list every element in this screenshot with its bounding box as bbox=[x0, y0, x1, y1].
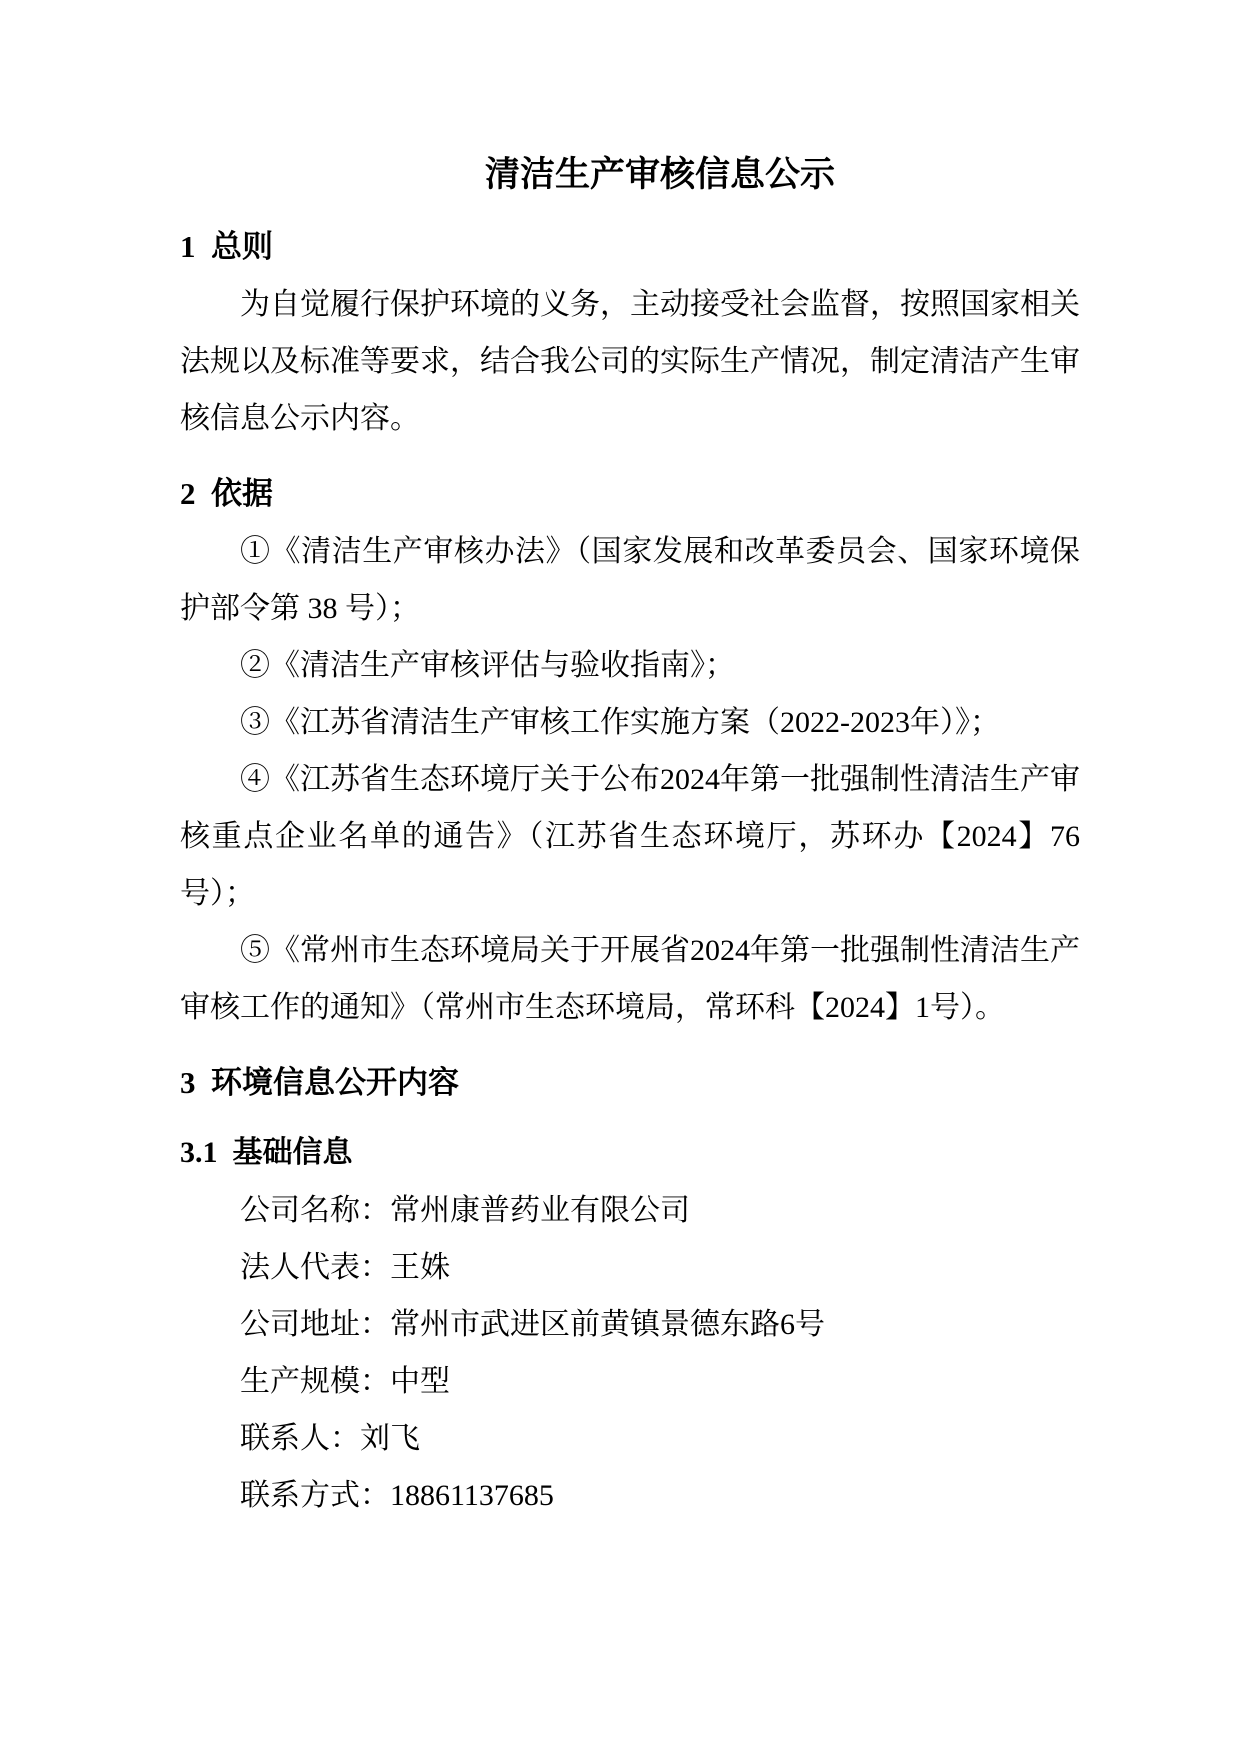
basis-item-3: ③《江苏省清洁生产审核工作实施方案（2022-2023年）》； bbox=[240, 706, 1000, 739]
info-company-name-value: 常州康普药业有限公司 bbox=[390, 1194, 690, 1227]
basis-item-5: ⑤《常州市生态环境局关于开展省2024年第一批强制性清洁生产审核工作的通知》（常州市生态环境局，常环科【2024】1号）。 bbox=[180, 934, 1080, 1024]
section-3-1-heading: 3.1 基础信息 bbox=[180, 1136, 353, 1169]
section-1-paragraph: 为自觉履行保护环境的义务，主动接受社会监督，按照国家相关法规以及标准等要求，结合我公司的实际生产情况，制定清洁产生审核信息公示内容。 bbox=[180, 288, 1080, 435]
info-production-scale-value: 中型 bbox=[390, 1365, 450, 1398]
info-contact-phone-label: 联系方式： bbox=[240, 1479, 390, 1512]
section-3-heading: 3 环境信息公开内容 bbox=[180, 1065, 459, 1100]
info-company-name-label: 公司名称： bbox=[240, 1194, 390, 1227]
document-title: 清洁生产审核信息公示 bbox=[484, 155, 835, 194]
info-contact-phone-value: 18861137685 bbox=[390, 1479, 554, 1512]
basis-item-4: ④《江苏省生态环境厅关于公布2024年第一批强制性清洁生产审核重点企业名单的通告》（江苏省生态环境厅，苏环办【2024】76号）； bbox=[180, 763, 1080, 910]
section-1-heading: 1 总则 bbox=[180, 229, 273, 264]
info-legal-representative-value: 王姝 bbox=[390, 1251, 450, 1284]
info-legal-representative bbox=[180, 1239, 1080, 1296]
basis-item-1: ①《清洁生产审核办法》（国家发展和改革委员会、国家环境保护部令第 38 号）； bbox=[180, 535, 1080, 625]
info-company-name bbox=[180, 1182, 1080, 1239]
info-company-address-value: 常州市武进区前黄镇景德东路6号 bbox=[390, 1308, 825, 1341]
basis-item-2: ②《清洁生产审核评估与验收指南》； bbox=[240, 649, 735, 682]
info-contact-person-label: 联系人： bbox=[240, 1422, 360, 1455]
info-contact-person bbox=[180, 1410, 1080, 1467]
info-company-address bbox=[180, 1296, 1080, 1353]
info-contact-person-value: 刘飞 bbox=[360, 1422, 420, 1455]
info-legal-representative-label: 法人代表： bbox=[240, 1251, 390, 1284]
info-contact-phone bbox=[180, 1467, 1080, 1524]
info-production-scale-label: 生产规模： bbox=[240, 1365, 390, 1398]
info-company-address-label: 公司地址： bbox=[240, 1308, 390, 1341]
section-2-heading: 2 依据 bbox=[180, 476, 273, 511]
info-production-scale bbox=[180, 1353, 1080, 1410]
